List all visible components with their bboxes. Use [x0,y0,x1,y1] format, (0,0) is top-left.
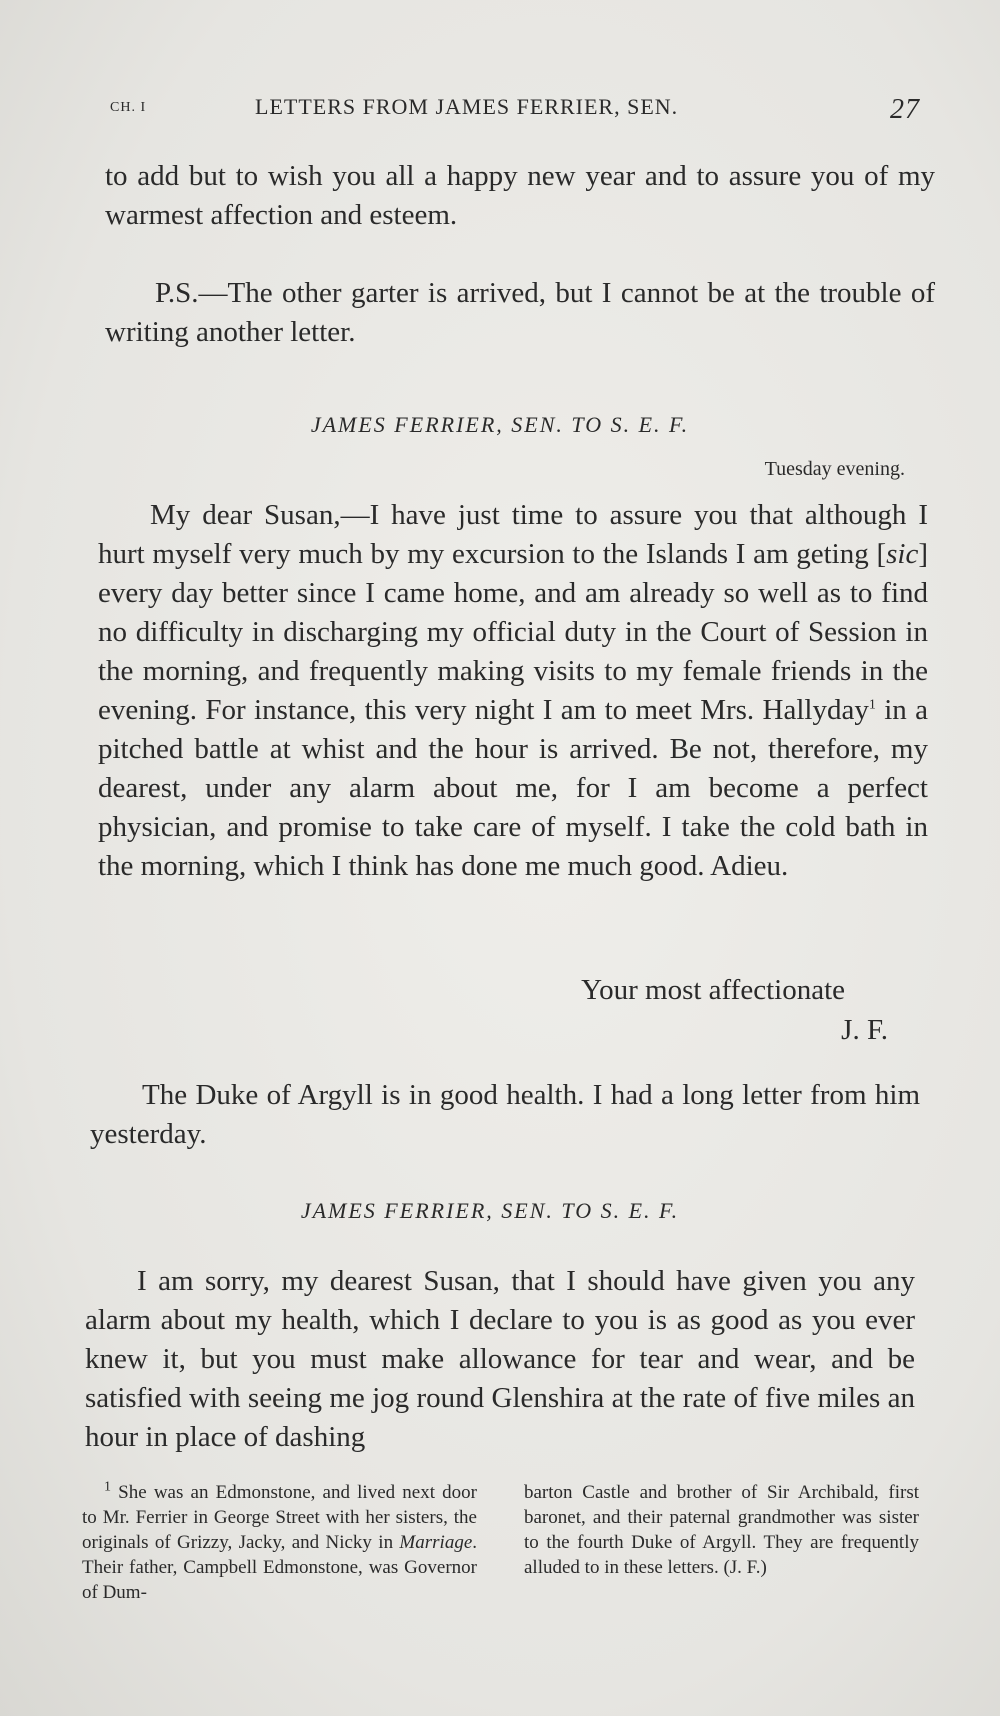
letter-text-part-3: in a pitched battle at whist and the hour is arrived. Be not, therefore, my dearest, under any alarm about me, for I am become a perfect physician, and promise to take care of myself. I take the cold bath in the morning, which I think has done me much good. Adieu. [98,694,928,882]
postscript-paragraph: P.S.—The other garter is arrived, but I cannot be at the trouble of writing another letter. [105,277,935,348]
footnote-right-column: barton Castle and brother of Sir Archibald, first baronet, and their paternal grandmother was sister to the fourth Duke of Argyll. They are frequently alluded to in these letters. (J. F.) [524,1482,919,1578]
letter-text-part-2: ] every day better since I came home, and am already so well as to find no difficulty in discharging my official duty in the Court of Session in the morning, and frequently making visits to my female friends in the evening. For instance, this very night I am to meet Mrs. Hallyday [98,538,928,726]
letter-closing: Your most affectionate [581,974,845,1006]
letter-signature: J. F. [841,1014,888,1046]
footnote-text-a: She was an Edmonstone, and lived next door to Mr. Ferrier in George Street with her sisters, the originals of Grizzy, Jacky, and Nicky in [82,1482,478,1553]
footnote-left-column [82,1480,477,1605]
footnote-reference: 1 [868,697,876,713]
letter-date: Tuesday evening. [764,458,905,480]
chapter-label: CH. I [110,100,147,115]
page-number: 27 [890,94,920,125]
paragraph-continuation: to add but to wish you all a happy new year and to assure you of my warmest affection and esteem. [105,160,935,231]
footnote-marker: 1 [104,1479,111,1495]
footnote-italic-title: Marriage [399,1532,473,1553]
running-header [110,94,920,134]
letter-text-part-1: My dear Susan,—I have just time to assure you that although I hurt myself very much by my excursion to the Islands I am geting [ [98,499,928,570]
letter-heading-1: JAMES FERRIER, SEN. TO S. E. F. [310,412,690,437]
letter-body-paragraph [98,496,928,886]
second-letter-paragraph: I am sorry, my dearest Susan, that I should have given you any alarm about my health, which I declare to you is as good as you ever knew it, but you must make allowance for tear and wear, and be satisfied with seeing me jog round Glenshira at the rate of five miles an hour in place of dashing [85,1265,915,1453]
sic-annotation: sic [886,538,919,570]
footnote-text-b: . Their father, Campbell Edmonstone, was Governor of Dum- [82,1532,477,1603]
running-title: LETTERS FROM JAMES FERRIER, SEN. [255,94,679,119]
postscript-duke-paragraph: The Duke of Argyll is in good health. I had a long letter from him yesterday. [90,1079,920,1150]
letter-heading-2: JAMES FERRIER, SEN. TO S. E. F. [300,1198,680,1223]
